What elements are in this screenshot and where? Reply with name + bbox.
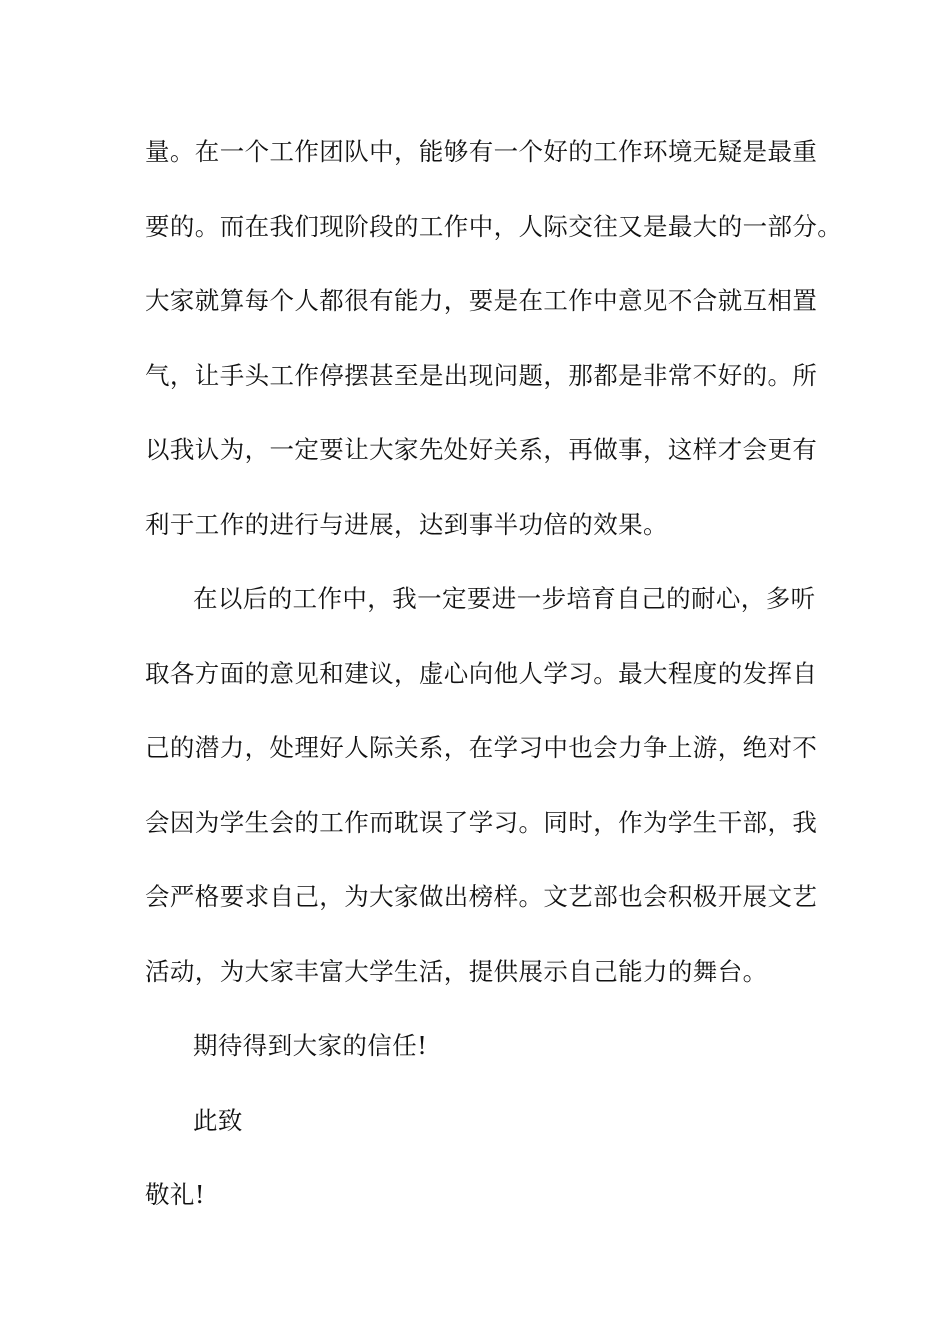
paragraph-line: 己的潜力，处理好人际关系，在学习中也会力争上游，绝对不 <box>145 733 818 762</box>
paragraph-line: 量。在一个工作团队中，能够有一个好的工作环境无疑是最重 <box>145 137 818 166</box>
paragraph-line: 气，让手头工作停摆甚至是出现问题，那都是非常不好的。所 <box>145 361 818 390</box>
salutation-line: 敬礼! <box>145 1180 206 1209</box>
paragraph-line: 大家就算每个人都很有能力，要是在工作中意见不合就互相置 <box>145 286 818 315</box>
paragraph-line: 以我认为，一定要让大家先处好关系，再做事，这样才会更有 <box>145 435 818 464</box>
paragraph-line: 活动，为大家丰富大学生活，提供展示自己能力的舞台。 <box>145 957 768 986</box>
closing-line: 期待得到大家的信任! <box>193 1031 428 1060</box>
paragraph-line: 在以后的工作中，我一定要进一步培育自己的耐心，多听 <box>193 584 816 613</box>
paragraph-line: 取各方面的意见和建议，虚心向他人学习。最大程度的发挥自 <box>145 659 818 688</box>
paragraph-line: 要的。而在我们现阶段的工作中，人际交往又是最大的一部分。 <box>145 212 843 241</box>
paragraph-line: 利于工作的进行与进展，达到事半功倍的效果。 <box>145 510 668 539</box>
paragraph-line: 会严格要求自己，为大家做出榜样。文艺部也会积极开展文艺 <box>145 882 818 911</box>
salutation-line: 此致 <box>193 1106 243 1135</box>
paragraph-line: 会因为学生会的工作而耽误了学习。同时，作为学生干部，我 <box>145 808 818 837</box>
